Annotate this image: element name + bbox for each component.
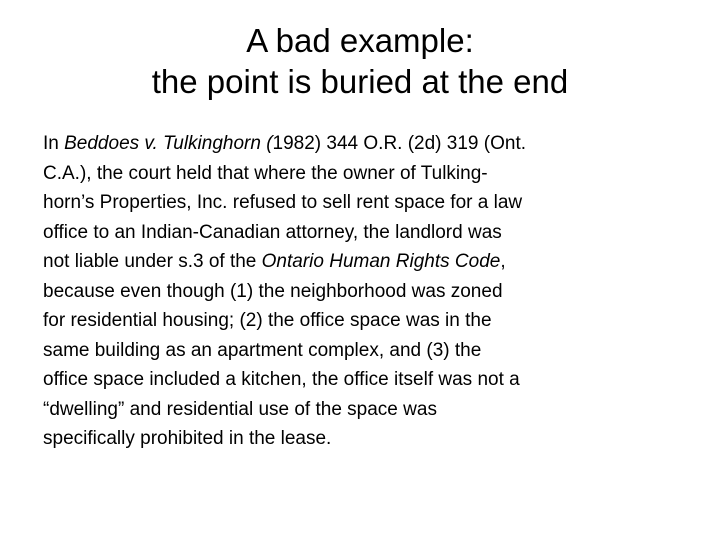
body-text-run: office to an Indian-Canadian attorney, the landlord was — [43, 221, 502, 243]
body-text-italic-run: Ontario Human Rights Code — [261, 251, 501, 272]
slide-body-paragraph — [43, 129, 693, 454]
body-text-run: horn’s Properties, Inc. refused to sell rent space for a law — [43, 192, 523, 213]
body-text-run: 1982) 344 O.R. (2d) 319 (Ont. — [272, 133, 526, 154]
body-text-run: office space included a kitchen, the office itself was not a — [43, 369, 520, 390]
body-text-run: In — [43, 133, 65, 154]
slide-title-line-2: the point is buried at the end — [151, 63, 569, 100]
body-line — [43, 277, 693, 307]
body-text-run: C.A.), the court held that where the owner of Tulking- — [43, 162, 488, 184]
body-text-run: specifically prohibited in the lease. — [43, 428, 332, 449]
body-line — [43, 218, 693, 248]
body-text-run: same building as an apartment complex, and (3) the — [43, 339, 482, 361]
slide-title — [0, 20, 720, 102]
body-line — [43, 395, 693, 425]
slide-title-line-1: A bad example: — [246, 22, 474, 59]
body-text-run: , — [500, 251, 506, 272]
body-text-run: “dwelling” and residential use of the space was — [43, 398, 437, 420]
body-line — [43, 247, 693, 277]
body-line — [43, 306, 693, 336]
body-line — [43, 336, 693, 366]
body-line — [43, 188, 693, 218]
body-text-run: for residential housing; (2) the office space was in the — [43, 310, 492, 331]
body-line — [43, 159, 693, 189]
body-text-run: because even though (1) the neighborhood was zoned — [43, 280, 503, 302]
body-text-italic-run: Beddoes v. Tulkinghorn ( — [64, 133, 273, 154]
body-line — [43, 424, 693, 454]
body-line — [43, 129, 693, 159]
body-text-run: not liable under s.3 of the — [43, 251, 262, 272]
body-line — [43, 365, 693, 395]
